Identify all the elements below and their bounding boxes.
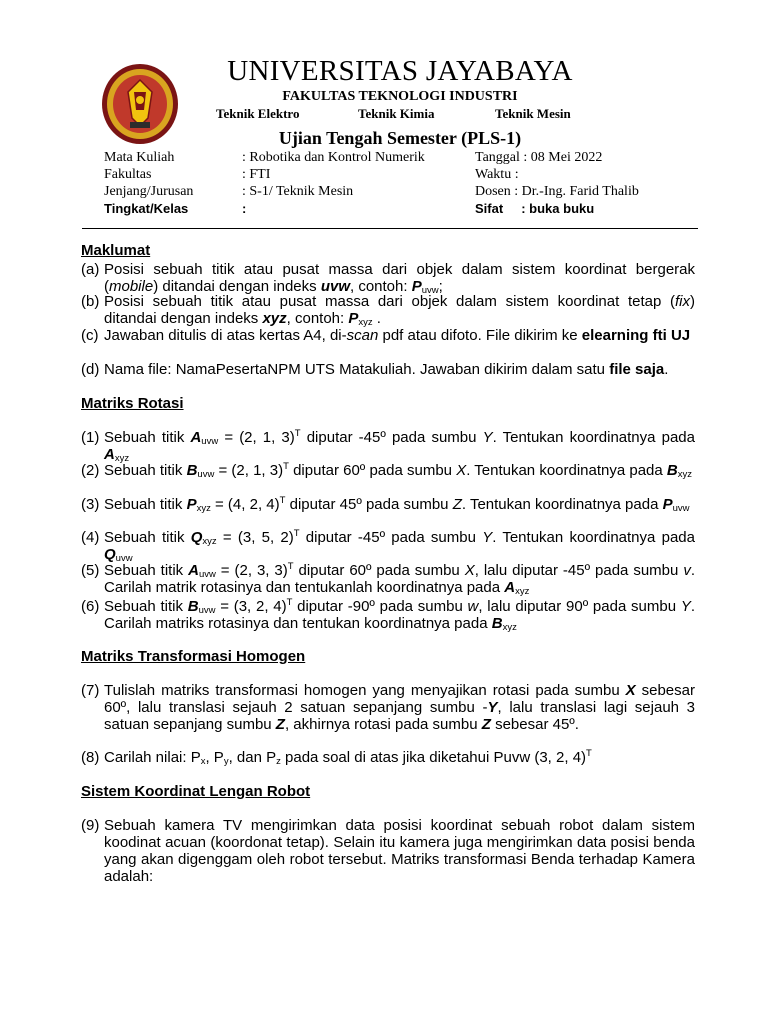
subscript: uvw (672, 503, 690, 514)
question-8 (81, 749, 695, 766)
subscript: xyz (202, 536, 217, 547)
subscript: xyz (515, 586, 530, 597)
label-mata-kuliah: Mata Kuliah (104, 150, 175, 165)
axis-symbol: Z (481, 716, 491, 733)
text: = (4, 2, 4) (210, 496, 280, 513)
subscript: z (276, 756, 281, 767)
text-italic: fix (675, 293, 690, 310)
time-label: Waktu (475, 167, 512, 182)
subscript: y (223, 756, 229, 767)
heading-matriks-homogen: Matriks Transformasi Homogen (81, 648, 306, 665)
item-number: (5) (81, 562, 100, 579)
question-5 (81, 562, 695, 596)
text: Sebuah titik (104, 529, 191, 546)
symbol-b: B (666, 462, 678, 479)
text: = (2, 3, 3) (215, 562, 288, 579)
superscript: T (279, 495, 286, 506)
axis-symbol: Z (452, 496, 462, 513)
text: diputar 45º pada sumbu (285, 496, 453, 513)
question-6 (81, 598, 695, 632)
text: Sebuah titik (104, 562, 189, 579)
axis-symbol: Y (487, 699, 498, 716)
subscript: uvw (201, 436, 219, 447)
superscript: T (286, 597, 293, 608)
item-number: (a) (81, 261, 100, 278)
text: sebesar 60º, lalu translasi sejauh 2 satuan sepanjang sumbu - (104, 682, 695, 716)
text: . Tentukan koordinatnya pada (492, 529, 695, 546)
label-fakultas: Fakultas (104, 167, 152, 182)
text: = (2, 1, 3) (218, 429, 295, 446)
axis-symbol: Y (482, 529, 493, 546)
text: Sebuah titik (104, 598, 188, 615)
axis-symbol: w (467, 598, 479, 615)
nature-value: : buka buku (521, 201, 595, 216)
question-4 (81, 529, 695, 563)
axis-symbol: Z (275, 716, 285, 733)
text-bold: file saja (609, 361, 665, 378)
notice-a (81, 261, 695, 295)
text: = (2, 1, 3) (214, 462, 284, 479)
axis-symbol: X (464, 562, 475, 579)
superscript: T (294, 428, 301, 439)
notice-d (81, 361, 695, 378)
text: = (3, 5, 2) (216, 529, 294, 546)
faculty-name: FAKULTAS TEKNOLOGI INDUSTRI (282, 89, 518, 104)
text: , P (205, 749, 224, 766)
label-tingkat: Tingkat/Kelas (104, 201, 189, 216)
item-number: (4) (81, 529, 100, 546)
item-number: (6) (81, 598, 100, 615)
text: ) ditandai dengan indeks (153, 278, 321, 295)
heading-lengan-robot: Sistem Koordinat Lengan Robot (81, 783, 311, 800)
text: diputar -45º pada sumbu (299, 529, 483, 546)
subscript: xyz (196, 503, 211, 514)
text: . Tentukan koordinatnya pada (461, 496, 663, 513)
text: , lalu diputar 90º pada sumbu (478, 598, 681, 615)
axis-symbol: Y (680, 598, 691, 615)
text: Sebuah titik (104, 429, 191, 446)
axis-symbol: X (625, 682, 636, 699)
time-line (475, 166, 519, 184)
symbol-p: P (411, 278, 422, 295)
text: Carilah nilai: P (104, 749, 201, 766)
text: , lalu translasi lagi sejauh 3 satuan sepanjang sumbu (104, 699, 695, 733)
notice-c (81, 327, 695, 344)
heading-matriks-rotasi: Matriks Rotasi (81, 395, 184, 412)
question-3 (81, 496, 695, 513)
text: . (372, 310, 381, 327)
axis-symbol: v (683, 562, 691, 579)
symbol-a: A (504, 579, 516, 596)
value-fakultas: : FTI (242, 167, 271, 182)
text: , dan P (228, 749, 277, 766)
text: ) ditandai dengan indeks (104, 293, 695, 327)
symbol-a: A (190, 429, 202, 446)
text: pada soal di atas jika diketahui Puvw (3, 2, 4) (280, 749, 587, 766)
text: Sebuah titik (104, 496, 187, 513)
symbol-q: Q (190, 529, 203, 546)
item-number: (1) (81, 429, 100, 446)
text: pdf atau difoto. File dikirim ke (378, 327, 582, 344)
item-number: (7) (81, 682, 100, 699)
symbol-a: A (104, 446, 115, 463)
subscript: xyz (114, 453, 130, 464)
value-mata-kuliah: : Robotika dan Kontrol Numerik (242, 150, 425, 165)
text: Jawaban ditulis di atas kertas A4, di- (104, 327, 347, 344)
university-seal-logo (100, 62, 180, 146)
superscript: T (287, 561, 294, 572)
text: . Tentukan koordinatnya pada (466, 462, 667, 479)
department-elektro: Teknik Elektro (216, 106, 300, 121)
text: ; (438, 278, 443, 295)
text: Posisi sebuah titik atau pusat massa dari objek dalam sistem koordinat bergerak ( (104, 261, 695, 295)
value-tingkat: : (242, 201, 247, 216)
item-number: (b) (81, 293, 100, 310)
department-mesin: Teknik Mesin (495, 106, 571, 121)
superscript: T (293, 528, 300, 539)
text: . Carilah matriks rotasinya dan tentukan koordinatnya pada (104, 598, 695, 632)
text: Nama file: NamaPesertaNPM UTS Matakuliah. Jawaban dikirim dalam satu (104, 361, 610, 378)
item-number: (8) (81, 749, 100, 766)
notice-b (81, 293, 695, 327)
nature-line (475, 200, 594, 218)
text-bold: elearning fti UJ (581, 327, 691, 344)
superscript: T (283, 461, 289, 472)
university-name: UNIVERSITAS JAYABAYA (227, 55, 573, 87)
text: Tulislah matriks transformasi homogen yang menyajikan rotasi pada sumbu (104, 682, 626, 699)
question-7 (81, 682, 695, 733)
symbol-b: B (187, 598, 199, 615)
item-number: (9) (81, 817, 100, 834)
text: Sebuah titik (104, 462, 187, 479)
nature-label: Sifat (475, 201, 504, 216)
heading-maklumat: Maklumat (81, 242, 151, 259)
question-2 (81, 462, 695, 479)
text-bold-italic: uvw (320, 278, 350, 295)
subscript: xyz (358, 317, 373, 328)
subscript: uvw (421, 285, 439, 296)
lecturer: Dosen : Dr.-Ing. Farid Thalib (475, 184, 639, 199)
text: diputar -90º pada sumbu (292, 598, 468, 615)
superscript: T (586, 748, 592, 759)
text: = (3, 2, 4) (215, 598, 287, 615)
item-number: (d) (81, 361, 100, 378)
text: diputar 60º pada sumbu (293, 562, 465, 579)
axis-symbol: Y (482, 429, 493, 446)
subscript: uvw (197, 469, 215, 480)
question-1 (81, 429, 695, 463)
text: diputar 60º pada sumbu (288, 462, 457, 479)
text: , lalu diputar -45º pada sumbu (474, 562, 684, 579)
symbol-q: Q (104, 546, 116, 563)
text: , contoh: (350, 278, 412, 295)
time-value: : (514, 167, 519, 182)
question-9 (81, 817, 695, 885)
text-italic: scan (346, 327, 379, 344)
item-number: (c) (81, 327, 99, 344)
label-jenjang: Jenjang/Jurusan (104, 184, 194, 199)
text: , contoh: (286, 310, 349, 327)
date-label: Tanggal (475, 150, 520, 165)
text: . Tentukan koordinatnya pada (492, 429, 695, 446)
text: , akhirnya rotasi pada sumbu (284, 716, 482, 733)
axis-symbol: X (456, 462, 467, 479)
exam-title: Ujian Tengah Semester (PLS-1) (278, 128, 522, 148)
subscript: uvw (198, 569, 216, 580)
item-number: (3) (81, 496, 100, 513)
subscript: uvw (198, 605, 216, 616)
subscript: xyz (677, 469, 693, 480)
item-number: (2) (81, 462, 100, 479)
symbol-p: P (348, 310, 359, 327)
symbol-b: B (491, 615, 503, 632)
question-9-text: Sebuah kamera TV mengirimkan data posisi koordinat sebuah robot dalam sistem koodinat acuan (koordonat tetap). Selain itu kamera juga mengirimkan data posisi benda yang akan digenggam oleh robot tersebut. Matriks transformasi Benda terhadap Kamera adalah: (104, 817, 695, 885)
symbol-p: P (186, 496, 197, 513)
text: . (664, 361, 669, 378)
symbol-a: A (188, 562, 199, 579)
value-jenjang: : S-1/ Teknik Mesin (242, 184, 354, 199)
subscript: uvw (115, 553, 133, 564)
subscript: x (200, 756, 206, 767)
text: sebesar 45º. (490, 716, 579, 733)
text: diputar -45º pada sumbu (300, 429, 483, 446)
subscript: xyz (502, 622, 517, 633)
text: Posisi sebuah titik atau pusat massa dari objek dalam sistem koordinat tetap ( (104, 293, 675, 310)
department-kimia: Teknik Kimia (358, 106, 435, 121)
date-line (475, 149, 602, 167)
date-value: : 08 Mei 2022 (523, 150, 603, 165)
text: . Carilah matrik rotasinya dan tentukanlah koordinatnya pada (104, 562, 695, 596)
text-italic: mobile (109, 278, 154, 295)
header-divider (82, 228, 698, 229)
symbol-b: B (186, 462, 198, 479)
text-bold-italic: xyz (262, 310, 287, 327)
symbol-p: P (662, 496, 673, 513)
